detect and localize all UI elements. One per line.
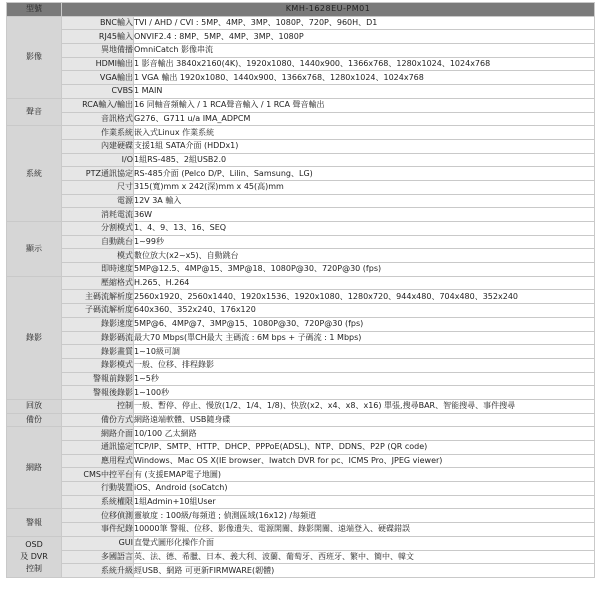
section-category: 警報 [7, 509, 62, 536]
spec-row [7, 523, 595, 537]
section-category: 網路 [7, 427, 62, 509]
spec-row [7, 331, 595, 345]
spec-row [7, 16, 595, 30]
spec-value: 有 (支援EMAP電子地圖) [134, 468, 595, 482]
spec-label: 警報前錄影 [62, 372, 134, 386]
spec-value: G276、G711 u/a IMA_ADPCM [134, 112, 595, 126]
spec-row [7, 139, 595, 153]
spec-label: 行動裝置 [62, 482, 134, 496]
spec-value: 直覺式圖形化操作介面 [134, 536, 595, 550]
spec-value: 1~100秒 [134, 386, 595, 400]
spec-value: 網路遠端軟體、USB隨身碟 [134, 413, 595, 427]
spec-value: 10000筆 警報、位移、影像遺失、電源開關、錄影開關、遠端登入、硬碟錯誤 [134, 523, 595, 537]
section-category: 回放 [7, 399, 62, 413]
spec-label: 異地備播 [62, 44, 134, 58]
spec-row [7, 386, 595, 400]
spec-row [7, 194, 595, 208]
spec-label: VGA輸出 [62, 71, 134, 85]
spec-value: 2560x1920、2560x1440、1920x1536、1920x1080、1280x720、944x480、704x480、352x240 [134, 290, 595, 304]
spec-value: 10/100 乙太網路 [134, 427, 595, 441]
spec-row [7, 85, 595, 99]
spec-value: 5MP@12.5、4MP@15、3MP@18、1080P@30、720P@30 (fps) [134, 263, 595, 277]
spec-label: 模式 [62, 249, 134, 263]
spec-row [7, 372, 595, 386]
spec-label: 音訊格式 [62, 112, 134, 126]
spec-row [7, 126, 595, 140]
spec-value: 一般、暫停、停止、慢放(1/2、1/4、1/8)、快放(x2、x4、x8、x16) 單張,搜尋BAR、智能搜尋、事件搜尋 [134, 399, 595, 413]
spec-row [7, 304, 595, 318]
spec-value: 1組Admin+10組User [134, 495, 595, 509]
spec-row [7, 495, 595, 509]
section-category: 聲音 [7, 98, 62, 125]
spec-label: 系統升級 [62, 564, 134, 578]
section-category: 顯示 [7, 222, 62, 277]
spec-label: RCA輸入/輸出 [62, 98, 134, 112]
spec-value: 最大70 Mbps(單CH最大 主碼流 : 6M bps + 子碼流 : 1 Mbps) [134, 331, 595, 345]
spec-label: 網路介面 [62, 427, 134, 441]
spec-row [7, 263, 595, 277]
spec-value: 1組RS-485、2組USB2.0 [134, 153, 595, 167]
spec-label: RJ45輸入 [62, 30, 134, 44]
spec-row [7, 30, 595, 44]
spec-label: HDMI輸出 [62, 57, 134, 71]
spec-label: BNC輸入 [62, 16, 134, 30]
spec-label: 錄影碼流 [62, 331, 134, 345]
spec-row [7, 98, 595, 112]
spec-value: 12V 3A 輸入 [134, 194, 595, 208]
spec-value: 數位放大(x2~x5)、自動跳台 [134, 249, 595, 263]
spec-label: 應用程式 [62, 454, 134, 468]
spec-row [7, 468, 595, 482]
spec-value: ONVIF2.4 : 8MP、5MP、4MP、3MP、1080P [134, 30, 595, 44]
spec-row [7, 536, 595, 550]
section-category: 錄影 [7, 276, 62, 399]
spec-value: 1 影音輸出 3840x2160(4K)、1920x1080、1440x900、1366x768、1280x1024、1024x768 [134, 57, 595, 71]
spec-label: 分割模式 [62, 222, 134, 236]
spec-table [6, 2, 595, 578]
spec-row [7, 345, 595, 359]
spec-label: I/O [62, 153, 134, 167]
spec-value: TVI / AHD / CVI : 5MP、4MP、3MP、1080P、720P、960H、D1 [134, 16, 595, 30]
spec-row [7, 235, 595, 249]
spec-row [7, 112, 595, 126]
spec-value: 315(寬)mm x 242(深)mm x 45(高)mm [134, 180, 595, 194]
spec-value: 1~5秒 [134, 372, 595, 386]
spec-label: 通訊協定 [62, 441, 134, 455]
spec-value: 1~10級可調 [134, 345, 595, 359]
spec-row [7, 180, 595, 194]
spec-value: 1~99秒 [134, 235, 595, 249]
spec-value: 嵌入式Linux 作業系統 [134, 126, 595, 140]
spec-value: RS-485介面 (Pelco D/P、Lilin、Samsung、LG) [134, 167, 595, 181]
spec-value: iOS、Android (soCatch) [134, 482, 595, 496]
spec-label: 作業系統 [62, 126, 134, 140]
spec-label: 子碼流解析度 [62, 304, 134, 318]
spec-label: 控制 [62, 399, 134, 413]
spec-label: 系統權限 [62, 495, 134, 509]
spec-label: 消耗電流 [62, 208, 134, 222]
spec-table-body [7, 3, 595, 578]
spec-value: 5MP@6、4MP@7、3MP@15、1080P@30、720P@30 (fps) [134, 317, 595, 331]
spec-label: 多國語言 [62, 550, 134, 564]
spec-label: 警報後錄影 [62, 386, 134, 400]
spec-row [7, 399, 595, 413]
spec-label: CMS中控平台 [62, 468, 134, 482]
spec-value: H.265、H.264 [134, 276, 595, 290]
spec-label: 備份方式 [62, 413, 134, 427]
spec-value: 1 VGA 輸出 1920x1080、1440x900、1366x768、1280x1024、1024x768 [134, 71, 595, 85]
spec-row [7, 44, 595, 58]
header-row [7, 3, 595, 17]
spec-value: 36W [134, 208, 595, 222]
spec-row [7, 57, 595, 71]
spec-label: GUI [62, 536, 134, 550]
spec-value: OmniCatch 影像串流 [134, 44, 595, 58]
header-category: 型號 [7, 3, 62, 17]
spec-row [7, 290, 595, 304]
spec-row [7, 249, 595, 263]
spec-row [7, 550, 595, 564]
spec-row [7, 413, 595, 427]
spec-row [7, 153, 595, 167]
spec-row [7, 441, 595, 455]
spec-label: PTZ通訊協定 [62, 167, 134, 181]
spec-label: 事件紀錄 [62, 523, 134, 537]
spec-row [7, 564, 595, 578]
spec-label: 錄影畫質 [62, 345, 134, 359]
spec-label: 位移偵測 [62, 509, 134, 523]
spec-value: 支援1組 SATA介面 (HDDx1) [134, 139, 595, 153]
spec-label: 自動跳台 [62, 235, 134, 249]
spec-row [7, 509, 595, 523]
spec-row [7, 208, 595, 222]
spec-label: 壓縮格式 [62, 276, 134, 290]
spec-value: 16 同軸音頻輸入 / 1 RCA聲音輸入 / 1 RCA 聲音輸出 [134, 98, 595, 112]
model-title: KMH-1628EU-PM01 [62, 3, 595, 17]
spec-label: 內建硬碟 [62, 139, 134, 153]
spec-row [7, 454, 595, 468]
spec-label: 電源 [62, 194, 134, 208]
spec-value: 靈敏度 : 100級/每頻道 ; 偵測區域(16x12) /每頻道 [134, 509, 595, 523]
spec-row [7, 71, 595, 85]
spec-value: 經USB、網路 可更新FIRMWARE(韌體) [134, 564, 595, 578]
spec-label: 即時速度 [62, 263, 134, 277]
spec-row [7, 222, 595, 236]
spec-row [7, 317, 595, 331]
section-category: OSD 及 DVR 控制 [7, 536, 62, 577]
spec-row [7, 427, 595, 441]
spec-row [7, 276, 595, 290]
spec-value: 1、4、9、13、16、SEQ [134, 222, 595, 236]
spec-label: 錄影模式 [62, 358, 134, 372]
spec-value: 1 MAIN [134, 85, 595, 99]
section-category: 備份 [7, 413, 62, 427]
spec-value: 640x360、352x240、176x120 [134, 304, 595, 318]
section-category: 系統 [7, 126, 62, 222]
spec-row [7, 167, 595, 181]
spec-value: 英、法、德、希臘、日本、義大利、波蘭、葡萄牙、西班牙、繁中、簡中、韓文 [134, 550, 595, 564]
spec-row [7, 482, 595, 496]
spec-label: 尺寸 [62, 180, 134, 194]
section-category: 影像 [7, 16, 62, 98]
spec-label: 主碼流解析度 [62, 290, 134, 304]
spec-value: 一般、位移、排程錄影 [134, 358, 595, 372]
spec-row [7, 358, 595, 372]
spec-value: TCP/IP、SMTP、HTTP、DHCP、PPPoE(ADSL)、NTP、DDNS、P2P (QR code) [134, 441, 595, 455]
spec-label: 錄影速度 [62, 317, 134, 331]
spec-value: Windows、Mac OS X(IE browser、Iwatch DVR for pc、ICMS Pro、JPEG viewer) [134, 454, 595, 468]
spec-label: CVBS [62, 85, 134, 99]
